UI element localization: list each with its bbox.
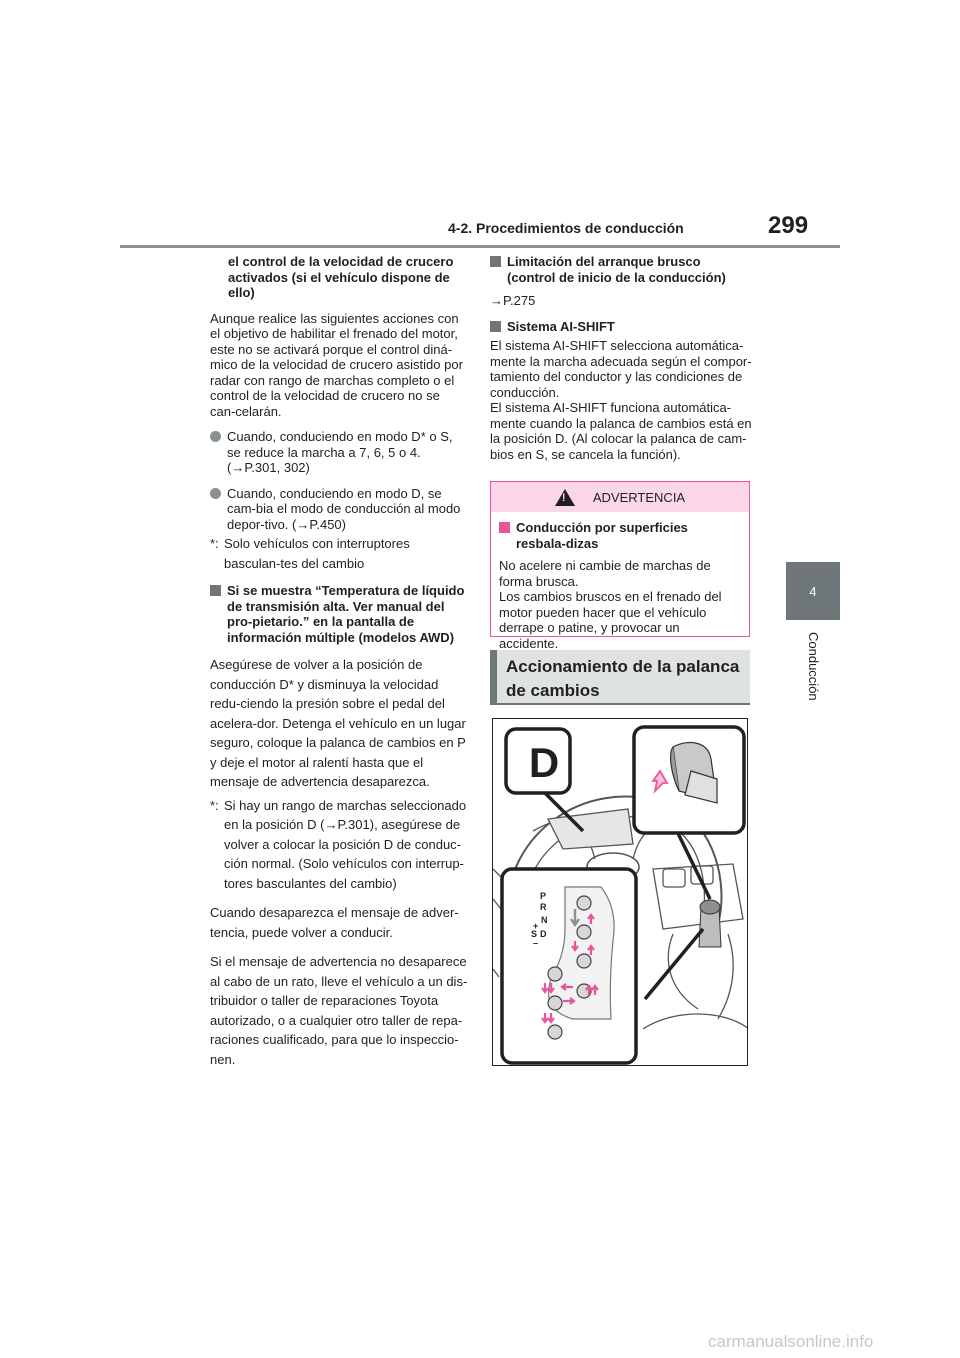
bullet-text: Cuando, conduciendo en modo D, se cam-bia el modo de conducción al modo depor-tivo. (→P.450)	[227, 485, 461, 532]
left-column	[210, 254, 468, 1079]
bullet-dot-icon	[210, 488, 221, 499]
subheading-text: Sistema AI-SHIFT	[507, 318, 615, 334]
footnote-text: Si hay un rango de marchas seleccionado en la posición D (→P.301), asegúrese de volver a colocar la posición D de conduc-ción normal. (Solo vehículos con interrup-tores basculantes del cambio)	[224, 797, 467, 891]
paragraph: El sistema AI-SHIFT funciona automática-mente cuando la palanca de cambios está en la posición D. (Al colocar la palanca de cam-bios en S, se cancela la función).	[490, 400, 752, 462]
square-bullet-icon	[490, 321, 501, 332]
page-reference: →P.275	[490, 293, 536, 308]
section-title: 4-2. Procedimientos de conducción	[448, 220, 684, 236]
drive-mode-letter: D	[528, 739, 560, 786]
footnote	[210, 796, 468, 894]
footnote-mark: *:	[210, 797, 219, 813]
section-heading: Accionamiento de la palanca de cambios	[506, 657, 740, 700]
paragraph: Cuando desaparezca el mensaje de adver-tencia, puede volver a conducir.	[210, 905, 459, 940]
bullet-item	[210, 486, 468, 533]
section-heading-rule	[490, 703, 750, 705]
subheading-text: Limitación del arranque brusco (control de inicio de la conducción)	[507, 254, 726, 285]
subheading	[490, 319, 752, 335]
gear-label-s: S	[531, 929, 538, 939]
right-column	[490, 254, 752, 472]
paragraph: Asegúrese de volver a la posición de conducción D* y disminuya la velocidad redu-ciendo la presión sobre el pedal del acelera-dor. Detenga el vehículo en un lugar seguro, coloque la palanca de cambios en P y deje el motor al ralentí hasta que el mensaje de advertencia desaparezca.	[210, 657, 466, 789]
warning-triangle-icon: !	[555, 489, 575, 506]
gear-label-n: N	[541, 915, 548, 925]
square-bullet-icon	[490, 256, 501, 267]
gear-label-r: R	[540, 902, 547, 912]
bullet-text: Cuando, conduciendo en modo D* o S, se reduce la marcha a 7, 6, 5 o 4. (→P.301, 302)	[227, 429, 453, 475]
paragraph: Si el mensaje de advertencia no desaparece al cabo de un rato, lleve el vehículo a un dis-tribuidor o taller de reparaciones Toyota autorizado, o a cualquier otro taller de repa-raciones cualificado, para que lo inspeccio-nen.	[210, 954, 468, 1067]
gear-label-plus: +	[533, 921, 539, 931]
paragraph: El sistema AI-SHIFT selecciona automática-mente la marcha adecuada según el compor-tamiento del conductor y las condiciones de conducción.	[490, 338, 752, 400]
watermark: carmanualsonline.info	[708, 1332, 874, 1351]
chapter-number-tab: 4	[786, 562, 840, 620]
square-bullet-icon	[499, 522, 510, 533]
warning-paragraph: Los cambios bruscos en el frenado del motor pueden hacer que el vehículo derrape o patine, y provocar un accidente.	[499, 589, 722, 651]
warning-box	[490, 481, 750, 651]
warning-heading-text: Conducción por superficies resbala-dizas	[516, 520, 688, 551]
chapter-strip	[786, 620, 840, 740]
warning-header	[491, 482, 749, 512]
footnote-text: Solo vehículos con interruptores basculan-tes del cambio	[224, 536, 410, 571]
paragraph: Aunque realice las siguientes acciones con el objetivo de habilitar el frenado del motor, este no se activará porque el control diná-mico de la velocidad de crucero asistido por radar con rango de marchas completo o el control de la velocidad de crucero no se can-celarán.	[210, 310, 463, 419]
header-rule	[120, 245, 840, 248]
warning-heading	[499, 520, 741, 551]
bullet-item	[210, 429, 468, 476]
gear-label-p: P	[540, 891, 547, 901]
warning-title: ADVERTENCIA	[592, 489, 686, 505]
gear-label-d: D	[540, 929, 547, 939]
section-heading-bar	[490, 650, 750, 704]
chapter-title: Conducción	[806, 632, 821, 701]
shift-lever-figure	[492, 718, 748, 1066]
continued-heading: el control de la velocidad de crucero activados (si el vehículo dispone de ello)	[228, 254, 454, 300]
subheading-text: Si se muestra “Temperatura de líquido de transmisión alta. Ver manual del pro-pietario.” en la pantalla de información múltiple (modelos AWD)	[227, 583, 465, 645]
warning-paragraph: No acelere ni cambie de marchas de forma brusca.	[499, 558, 711, 589]
footnote-mark: *:	[210, 536, 219, 551]
subheading	[490, 254, 752, 285]
square-bullet-icon	[210, 585, 221, 596]
gear-label-minus: –	[533, 938, 539, 948]
footnote	[210, 534, 468, 573]
bullet-dot-icon	[210, 431, 221, 442]
page-number: 299	[768, 212, 809, 239]
warning-body	[491, 512, 749, 651]
subheading	[210, 583, 468, 645]
